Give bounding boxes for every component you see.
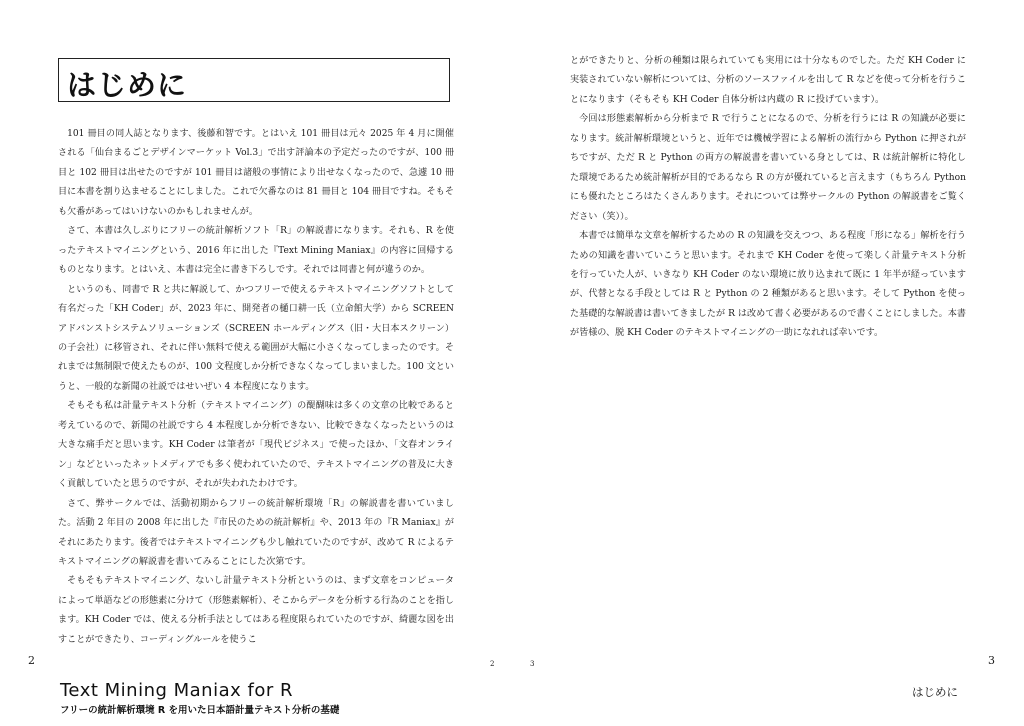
right-inner-page-number: 3 xyxy=(530,660,535,668)
left-page-number: 2 xyxy=(28,654,35,667)
left-inner-page-number: 2 xyxy=(490,660,495,668)
chapter-heading: はじめに xyxy=(67,68,188,102)
paragraph: そもそもテキストマイニング、ないし計量テキスト分析というのは、まず文章をコンピュータによって単語などの形態素に分けて（形態素解析）、そこからデータを分析する行為のことを指します。KH Coder では、使える分析手法としてはある程度限られていたのですが、綺麗な図を出すことができたり、コーディングルールを使うこ xyxy=(58,576,454,645)
running-head: はじめに xyxy=(912,685,958,699)
paragraph: 今回は形態素解析から分析まで R で行うことになるので、分析を行うには R の知識が必要になります。統計解析環境というと、近年では機械学習による解析の流行から Python に押されがちですが、ただ R と Python の両方の解説書を書いている身としては、R は統計解析に特化した環境であるため統計解析が目的であるなら R の方が優れていると言えます（もちろん Python にも優れたところはたくさんあります。それについては弊サークルの Python の解説書をご覧ください（笑））。 xyxy=(570,114,966,222)
paragraph: さて、本書は久しぶりにフリーの統計解析ソフト「R」の解説書になります。それも、R を使ったテキストマイニングという、2016 年に出した『Text Mining Maniax』の内容に回帰するものとなります。とはいえ、本書は完全に書き下ろしです。それでは同書と何が違うのか。 xyxy=(58,226,454,276)
left-page-body xyxy=(58,125,454,650)
book-subtitle: フリーの統計解析環境 R を用いた日本語計量テキスト分析の基礎 xyxy=(60,705,340,716)
book-title: Text Mining Maniax for R xyxy=(60,680,293,701)
paragraph: とができたりと、分析の種類は限られていても実用には十分なものでした。ただ KH Coder に実装されていない解析については、分析のソースファイルを出して R などを使って分析を行うことになります（そもそも KH Coder 自体分析は内蔵の R に投げています）。 xyxy=(570,56,966,105)
paragraph: というのも、同書で R と共に解説して、かつフリーで使えるテキストマイニングソフトとして有名だった「KH Coder」が、2023 年に、開発者の樋口耕一氏（立命館大学）から SCREEN アドバンストシステムソリューションズ（SCREEN ホールディングス（旧・大日本スクリーン）の子会社）に移管され、それに伴い無料で使える範囲が大幅に小さくなってしまったのです。それまでは無制限で使えたものが、100 文程度しか分析できなくなってしまいました。100 文というと、一般的な新聞の社説ではせいぜい 4 本程度になります。 xyxy=(58,284,454,392)
paragraph: さて、弊サークルでは、活動初期からフリーの統計解析環境「R」の解説書を書いていました。活動 2 年目の 2008 年に出した『市民のための統計解析』や、2013 年の『R Maniax』がそれにあたります。後者ではテキストマイニングも少し触れていたのですが、改めて R によるテキストマイニングの解説書を書いてみることにした次第です。 xyxy=(58,498,454,567)
paragraph: そもそも私は計量テキスト分析（テキストマイニング）の醍醐味は多くの文章の比較であると考えているので、新聞の社説ですら 4 本程度しか分析できない、比較できなくなったというのは大きな痛手だと思います。KH Coder は筆者が「現代ビジネス」で使ったほか、「文春オンライン」などといったネットメディアでも多く使われていたので、テキストマイニングの普及に大きく貢献していたと思うのですが、それが失われたわけです。 xyxy=(58,401,454,490)
right-page-number: 3 xyxy=(988,654,995,667)
paragraph: 本書では簡単な文章を解析するための R の知識を交えつつ、ある程度「形になる」解析を行うための知識を書いていこうと思います。それまで KH Coder を使って楽しく計量テキスト分析を行っていた人が、いきなり KH Coder のない環境に放り込まれて既に 1 年半が経っていますが、代替となる手段としては R と Python の 2 種類があると思います。そして Python を使った基礎的な解説書は書いてきましたが R は改めて書く必要があるので書くことにしました。本書が皆様の、脱 KH Coder のテキストマイニングの一助になれれば幸いです。 xyxy=(570,231,966,339)
right-page-body xyxy=(570,52,966,344)
chapter-heading-box xyxy=(58,58,450,102)
paragraph: 101 冊目の同人誌となります、後藤和智です。とはいえ 101 冊目は元々 2025 年 4 月に開催される「仙台まるごとデザインマーケット Vol.3」で出す評論本の予定だったのですが、100 冊目と 102 冊目は出せたのですが 101 冊目は諸般の事情により出せなくなったので、急遽 10 冊目に本書を割り込ませることにしました。これで欠番なのは 81 冊目と 104 冊目ですね。そもそも欠番があってはいけないのかもしれませんが。 xyxy=(58,129,454,217)
